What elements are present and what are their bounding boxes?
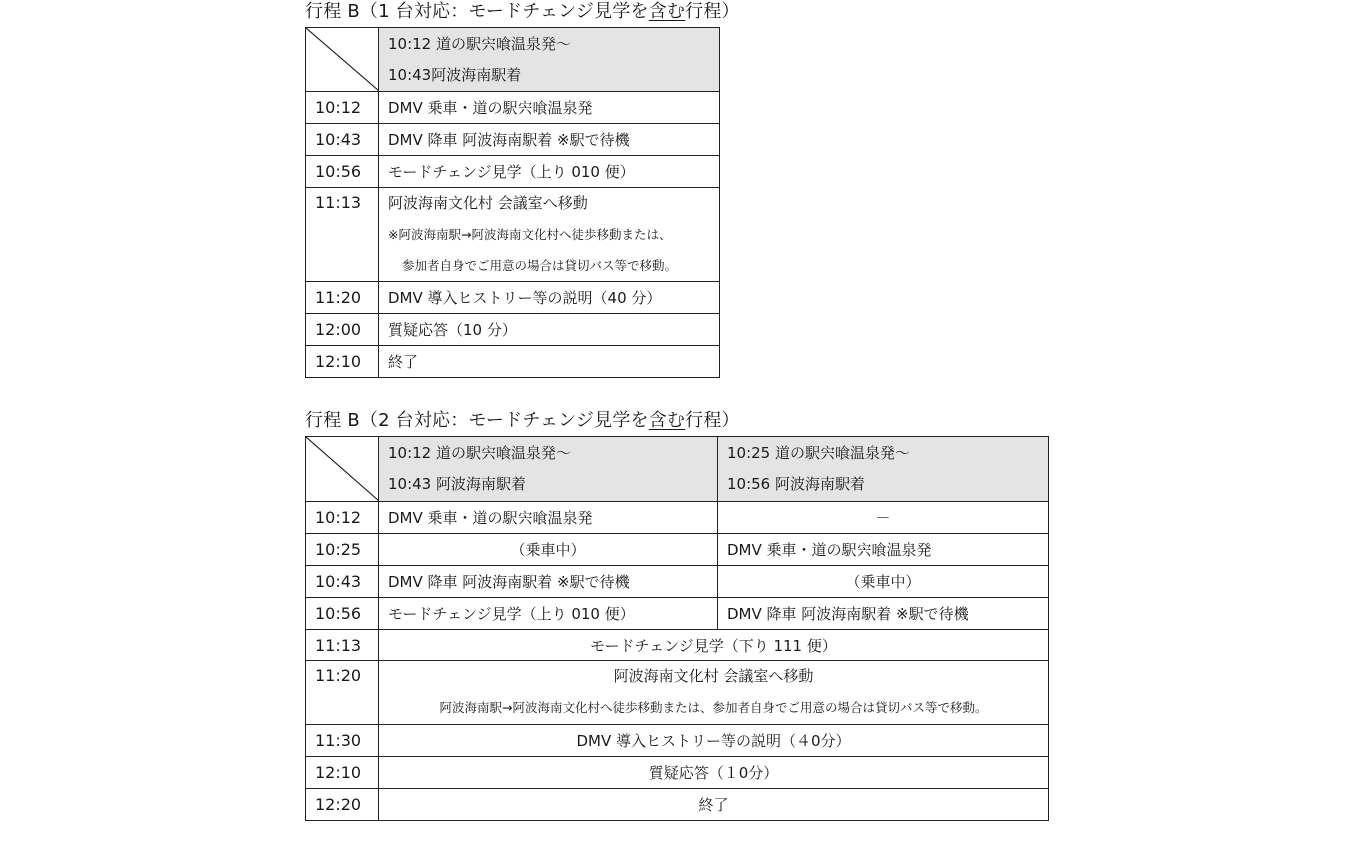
time-cell: 11:13 bbox=[306, 188, 379, 282]
activity-text: 阿波海南文化村 会議室へ移動 bbox=[388, 194, 588, 212]
time-cell: 10:12 bbox=[306, 92, 379, 124]
activity-cell: 質疑応答（10 分） bbox=[379, 314, 720, 346]
title-1-underlined: 含む bbox=[648, 1, 686, 22]
activity-note: 阿波海南駅→阿波海南文化村へ徒歩移動または、参加者自身でご用意の場合は貸切バス等で移動。 bbox=[439, 700, 988, 715]
time-cell: 10:56 bbox=[306, 598, 379, 630]
table-row bbox=[306, 156, 720, 188]
time-cell: 10:43 bbox=[306, 566, 379, 598]
time-cell: 10:25 bbox=[306, 534, 379, 566]
activity-cell: DMV 乗車・道の駅宍喰温泉発 bbox=[379, 92, 720, 124]
route-b-cell: （乗車中） bbox=[718, 566, 1049, 598]
table-row bbox=[306, 534, 1049, 566]
activity-cell: モードチェンジ見学（上り 010 便） bbox=[379, 156, 720, 188]
route-a-cell: モードチェンジ見学（上り 010 便） bbox=[379, 598, 718, 630]
route-a-cell: （乗車中） bbox=[379, 534, 718, 566]
table-row bbox=[306, 757, 1049, 789]
activity-text: 阿波海南文化村 会議室へ移動 bbox=[613, 667, 814, 685]
diagonal-corner-cell bbox=[306, 437, 379, 502]
table-row bbox=[306, 566, 1049, 598]
table-row bbox=[306, 124, 720, 156]
route-header-line1: 10:12 道の駅宍喰温泉発～ bbox=[388, 34, 571, 53]
table-row bbox=[306, 188, 720, 282]
activity-cell: DMV 降車 阿波海南駅着 ※駅で待機 bbox=[379, 124, 720, 156]
route-b-cell: － bbox=[718, 502, 1049, 534]
activity-cell: 終了 bbox=[379, 346, 720, 378]
activity-cell: DMV 導入ヒストリー等の説明（40 分） bbox=[379, 282, 720, 314]
time-cell: 10:43 bbox=[306, 124, 379, 156]
time-cell: 12:10 bbox=[306, 346, 379, 378]
route-b-header-line2: 10:56 阿波海南駅着 bbox=[727, 475, 865, 493]
title-2-prefix: 行程 B（2 台対応：モードチェンジ見学を bbox=[305, 410, 649, 431]
time-cell: 11:20 bbox=[306, 282, 379, 314]
table-row bbox=[306, 502, 1049, 534]
schedule-title-2 bbox=[305, 410, 740, 432]
route-b-header-cell bbox=[718, 437, 1049, 502]
route-a-header-line1: 10:12 道の駅宍喰温泉発～ bbox=[388, 444, 571, 462]
table-row bbox=[306, 598, 1049, 630]
schedule-table-2 bbox=[305, 436, 1049, 821]
title-1-suffix: 行程） bbox=[685, 1, 740, 22]
route-header-cell bbox=[379, 28, 720, 92]
time-cell: 10:56 bbox=[306, 156, 379, 188]
time-cell: 12:00 bbox=[306, 314, 379, 346]
title-2-underlined: 含む bbox=[648, 410, 686, 431]
merged-activity-cell: 終了 bbox=[379, 789, 1049, 821]
time-cell: 11:30 bbox=[306, 725, 379, 757]
table-row bbox=[306, 346, 720, 378]
table-2-header-row bbox=[306, 437, 1049, 502]
schedule-title-1 bbox=[305, 1, 740, 23]
time-cell: 12:10 bbox=[306, 757, 379, 789]
table-1-header-row bbox=[306, 28, 720, 92]
route-b-cell: DMV 乗車・道の駅宍喰温泉発 bbox=[718, 534, 1049, 566]
title-2-suffix: 行程） bbox=[685, 410, 740, 431]
activity-note-line2: 参加者自身でご用意の場合は貸切バス等で移動。 bbox=[402, 258, 678, 273]
table-row bbox=[306, 630, 1049, 661]
route-a-cell: DMV 乗車・道の駅宍喰温泉発 bbox=[379, 502, 718, 534]
route-header-line2: 10:43阿波海南駅着 bbox=[388, 65, 522, 84]
time-cell: 11:13 bbox=[306, 630, 379, 661]
activity-cell bbox=[379, 188, 720, 282]
route-a-cell: DMV 降車 阿波海南駅着 ※駅で待機 bbox=[379, 566, 718, 598]
table-row bbox=[306, 92, 720, 124]
table-row bbox=[306, 789, 1049, 821]
table-row bbox=[306, 282, 720, 314]
route-b-cell: DMV 降車 阿波海南駅着 ※駅で待機 bbox=[718, 598, 1049, 630]
merged-activity-cell: 質疑応答（１0分） bbox=[379, 757, 1049, 789]
title-1-prefix: 行程 B（1 台対応：モードチェンジ見学を bbox=[305, 1, 649, 22]
merged-activity-cell bbox=[379, 661, 1049, 725]
table-row bbox=[306, 314, 720, 346]
time-cell: 11:20 bbox=[306, 661, 379, 725]
time-cell: 12:20 bbox=[306, 789, 379, 821]
diagonal-corner-cell bbox=[306, 28, 379, 92]
activity-note-line1: ※阿波海南駅→阿波海南文化村へ徒歩移動または、 bbox=[388, 227, 672, 242]
route-a-header-line2: 10:43 阿波海南駅着 bbox=[388, 475, 526, 493]
time-cell: 10:12 bbox=[306, 502, 379, 534]
schedule-table-1 bbox=[305, 27, 720, 378]
table-row bbox=[306, 661, 1049, 725]
merged-activity-cell: DMV 導入ヒストリー等の説明（４0分） bbox=[379, 725, 1049, 757]
merged-activity-cell: モードチェンジ見学（下り 111 便） bbox=[379, 630, 1049, 661]
table-row bbox=[306, 725, 1049, 757]
route-b-header-line1: 10:25 道の駅宍喰温泉発～ bbox=[727, 444, 910, 462]
route-a-header-cell bbox=[379, 437, 718, 502]
